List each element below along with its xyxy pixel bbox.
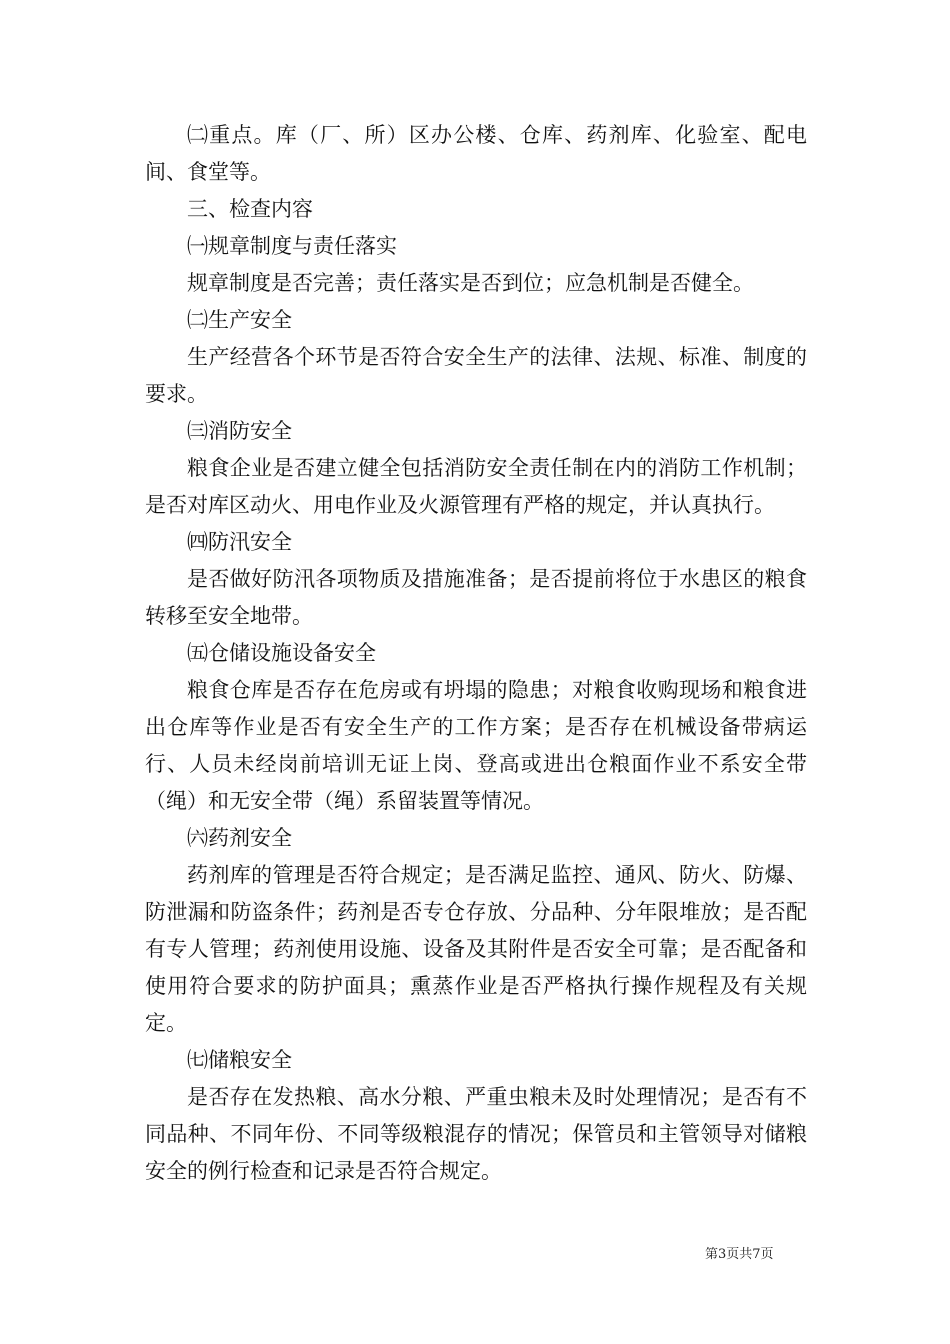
page-number: 第3页共7页 — [705, 1247, 774, 1262]
paragraph-storage-facility-safety: 粮食仓库是否存在危房或有坍塌的隐患；对粮食收购现场和粮食进出仓库等作业是否有安全生产的工作方案；是否存在机械设备带病运行、人员未经岗前培训无证上岗、登高或进出仓粮面作业不系安全带（绳）和无安全带（绳）系留装置等情况。 — [145, 678, 807, 813]
document-body — [145, 117, 807, 1190]
subheading-production-safety: ㈡生产安全 — [187, 308, 292, 332]
paragraph-flood-safety: 是否做好防汛各项物质及措施准备；是否提前将位于水患区的粮食转移至安全地带。 — [145, 567, 807, 628]
subheading-rules-responsibility: ㈠规章制度与责任落实 — [187, 234, 397, 258]
section-heading-inspection-content: 三、检查内容 — [187, 197, 313, 221]
subheading-chemical-safety: ㈥药剂安全 — [187, 826, 292, 850]
paragraph-focus-areas: ㈡重点。库（厂、所）区办公楼、仓库、药剂库、化验室、配电间、食堂等。 — [145, 123, 807, 184]
paragraph-grain-storage-safety: 是否存在发热粮、高水分粮、严重虫粮未及时处理情况；是否有不同品种、不同年份、不同等级粮混存的情况；保管员和主管领导对储粮安全的例行检查和记录是否符合规定。 — [145, 1085, 807, 1183]
paragraph-production-safety: 生产经营各个环节是否符合安全生产的法律、法规、标准、制度的要求。 — [145, 345, 807, 406]
subheading-flood-safety: ㈣防汛安全 — [187, 530, 292, 554]
subheading-fire-safety: ㈢消防安全 — [187, 419, 292, 443]
paragraph-chemical-safety: 药剂库的管理是否符合规定；是否满足监控、通风、防火、防爆、防泄漏和防盗条件；药剂是否专仓存放、分品种、分年限堆放；是否配有专人管理；药剂使用设施、设备及其附件是否安全可靠；是否配备和使用符合要求的防护面具；熏蒸作业是否严格执行操作规程及有关规定。 — [145, 863, 807, 1035]
subheading-grain-storage-safety: ㈦储粮安全 — [187, 1048, 292, 1072]
paragraph-rules-responsibility: 规章制度是否完善；责任落实是否到位；应急机制是否健全。 — [187, 271, 754, 295]
subheading-storage-facility-safety: ㈤仓储设施设备安全 — [187, 641, 376, 665]
paragraph-fire-safety: 粮食企业是否建立健全包括消防安全责任制在内的消防工作机制；是否对库区动火、用电作业及火源管理有严格的规定，并认真执行。 — [145, 456, 807, 517]
